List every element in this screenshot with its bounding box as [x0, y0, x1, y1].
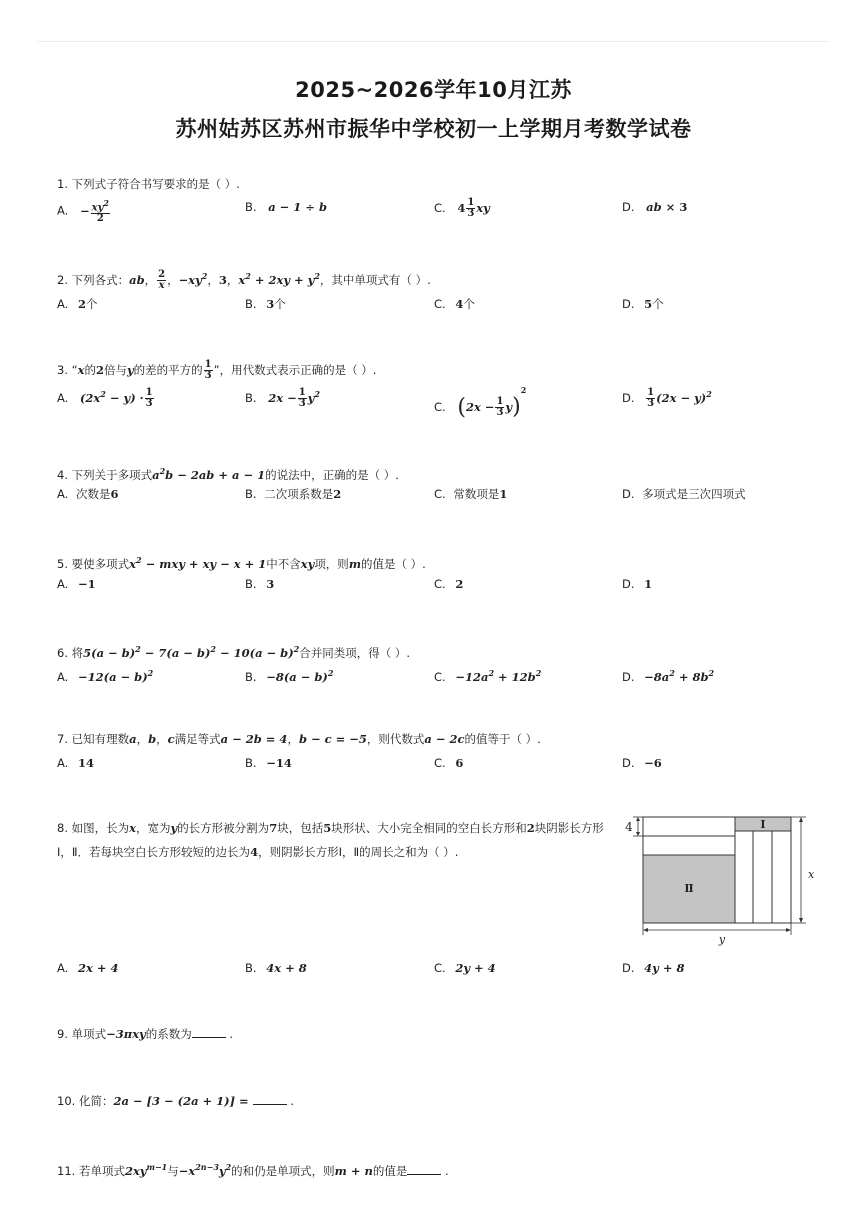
answer-blank[interactable]	[407, 1164, 441, 1175]
question-8-figure	[620, 810, 820, 948]
question-3-option-d[interactable]: D. $\frac{1}{3}$ $(2x - y)^2$	[622, 386, 712, 409]
question-5-option-c[interactable]: C. 2	[434, 577, 464, 591]
question-9-stem: 9. 单项式−3πxy的系数为 .	[57, 1027, 234, 1041]
question-3-option-c[interactable]: C. (2x − $\frac{1}{3}$ y)$^2$	[434, 385, 527, 420]
question-6-option-c[interactable]: C. $-12a^2 + 12b^2$	[434, 668, 542, 684]
figure-label-x: x	[808, 868, 815, 881]
question-6-option-d[interactable]: D. $-8a^2 + 8b^2$	[622, 668, 715, 684]
question-8-option-d[interactable]: D. 4y + 8	[622, 961, 685, 975]
question-6-stem: 6. 将$5(a - b)^2 - 7(a - b)^2 - 10(a - b)^2$合并同类项，得（ ）.	[57, 644, 411, 660]
question-1-option-b[interactable]: B. a − 1 ÷ b	[245, 200, 327, 214]
question-2-option-c[interactable]: C. 4个	[434, 297, 475, 311]
question-7-option-a[interactable]: A. 14	[57, 756, 94, 770]
question-1-option-a[interactable]: A. − $\frac{xy^2}{2}$	[57, 198, 109, 225]
question-3-option-b[interactable]: B. 2x − $\frac{1}{3}$ $y^2$	[245, 386, 320, 409]
question-10-stem: 10. 化简：2a − [3 − (2a + 1)] = .	[57, 1094, 295, 1108]
question-4-stem: 4. 下列关于多项式$a^2b - 2ab + a - 1$的说法中，正确的是（ ）.	[57, 466, 399, 482]
question-6-option-b[interactable]: B. $-8(a - b)^2$	[245, 668, 334, 684]
question-2-option-d[interactable]: D. 5个	[622, 297, 664, 311]
question-4-option-a[interactable]: A. 次数是6	[57, 487, 119, 501]
question-2-stem: 2. 下列各式：ab， $\frac{2}{x}$ ，$-xy^2$，3，$x^2 + 2xy + y^2$，其中单项式有（ ）.	[57, 268, 431, 291]
header-divider	[38, 41, 829, 42]
question-7-stem: 7. 已知有理数a，b，c满足等式a − 2b = 4，b − c = −5，则代数式a − 2c的值等于（ ）.	[57, 732, 541, 746]
question-4-option-c[interactable]: C. 常数项是1	[434, 487, 508, 501]
question-5-option-b[interactable]: B. 3	[245, 577, 275, 591]
question-7-option-c[interactable]: C. 6	[434, 756, 464, 770]
question-3-stem: 3. “x的2倍与y的差的平方的 $\frac{1}{3}$ ”，用代数式表示正确的是（ ）.	[57, 359, 377, 381]
answer-blank[interactable]	[253, 1094, 287, 1105]
question-6-option-a[interactable]: A. $-12(a - b)^2$	[57, 668, 154, 684]
figure-label-y: y	[718, 933, 726, 946]
question-5-stem: 5. 要使多项式$x^2$ − mxy + xy − x + 1中不含xy项，则m的值是（ ）.	[57, 555, 426, 571]
question-2-option-b[interactable]: B. 3个	[245, 297, 286, 311]
question-4-option-b[interactable]: B. 二次项系数是2	[245, 487, 342, 501]
question-5-option-d[interactable]: D. 1	[622, 577, 653, 591]
page-subtitle: 苏州姑苏区苏州市振华中学校初一上学期月考数学试卷	[175, 117, 692, 141]
answer-blank[interactable]	[192, 1027, 226, 1038]
question-8-stem-line1: 8. 如图，长为x，宽为y的长方形被分割为7块，包括5块形状、大小完全相同的空白长方形和2块阴影长方形	[57, 821, 604, 835]
question-8-option-c[interactable]: C. 2y + 4	[434, 961, 496, 975]
figure-label-4: 4	[625, 820, 633, 834]
question-1-option-d[interactable]: D. ab × 3	[622, 200, 688, 214]
question-4-option-d[interactable]: D. 多项式是三次四项式	[622, 487, 746, 501]
question-8-option-b[interactable]: B. 4x + 8	[245, 961, 307, 975]
question-11-stem: 11. 若单项式$2xy^{m-1}$与$-x^{2n-3}y^2$的和仍是单项式，则m + n的值是 .	[57, 1162, 449, 1178]
page-title: 2025~2026学年10月江苏	[295, 78, 572, 102]
figure-label-ii: Ⅱ	[684, 882, 694, 895]
question-8-stem-line2: Ⅰ，Ⅱ．若每块空白长方形较短的边长为4，则阴影长方形Ⅰ，Ⅱ的周长之和为（ ）.	[57, 845, 459, 859]
question-1-stem: 1. 下列式子符合书写要求的是（ ）.	[57, 177, 240, 191]
question-1-option-c[interactable]: C. 4 $\frac{1}{3}$ xy	[434, 197, 490, 219]
question-5-option-a[interactable]: A. −1	[57, 577, 96, 591]
question-7-option-d[interactable]: D. −6	[622, 756, 662, 770]
question-7-option-b[interactable]: B. −14	[245, 756, 292, 770]
question-8-option-a[interactable]: A. 2x + 4	[57, 961, 119, 975]
question-3-option-a[interactable]: A. $(2x^2 - y)$ · $\frac{1}{3}$	[57, 386, 153, 409]
question-2-option-a[interactable]: A. 2个	[57, 297, 98, 311]
figure-label-i: Ⅰ	[760, 818, 766, 831]
